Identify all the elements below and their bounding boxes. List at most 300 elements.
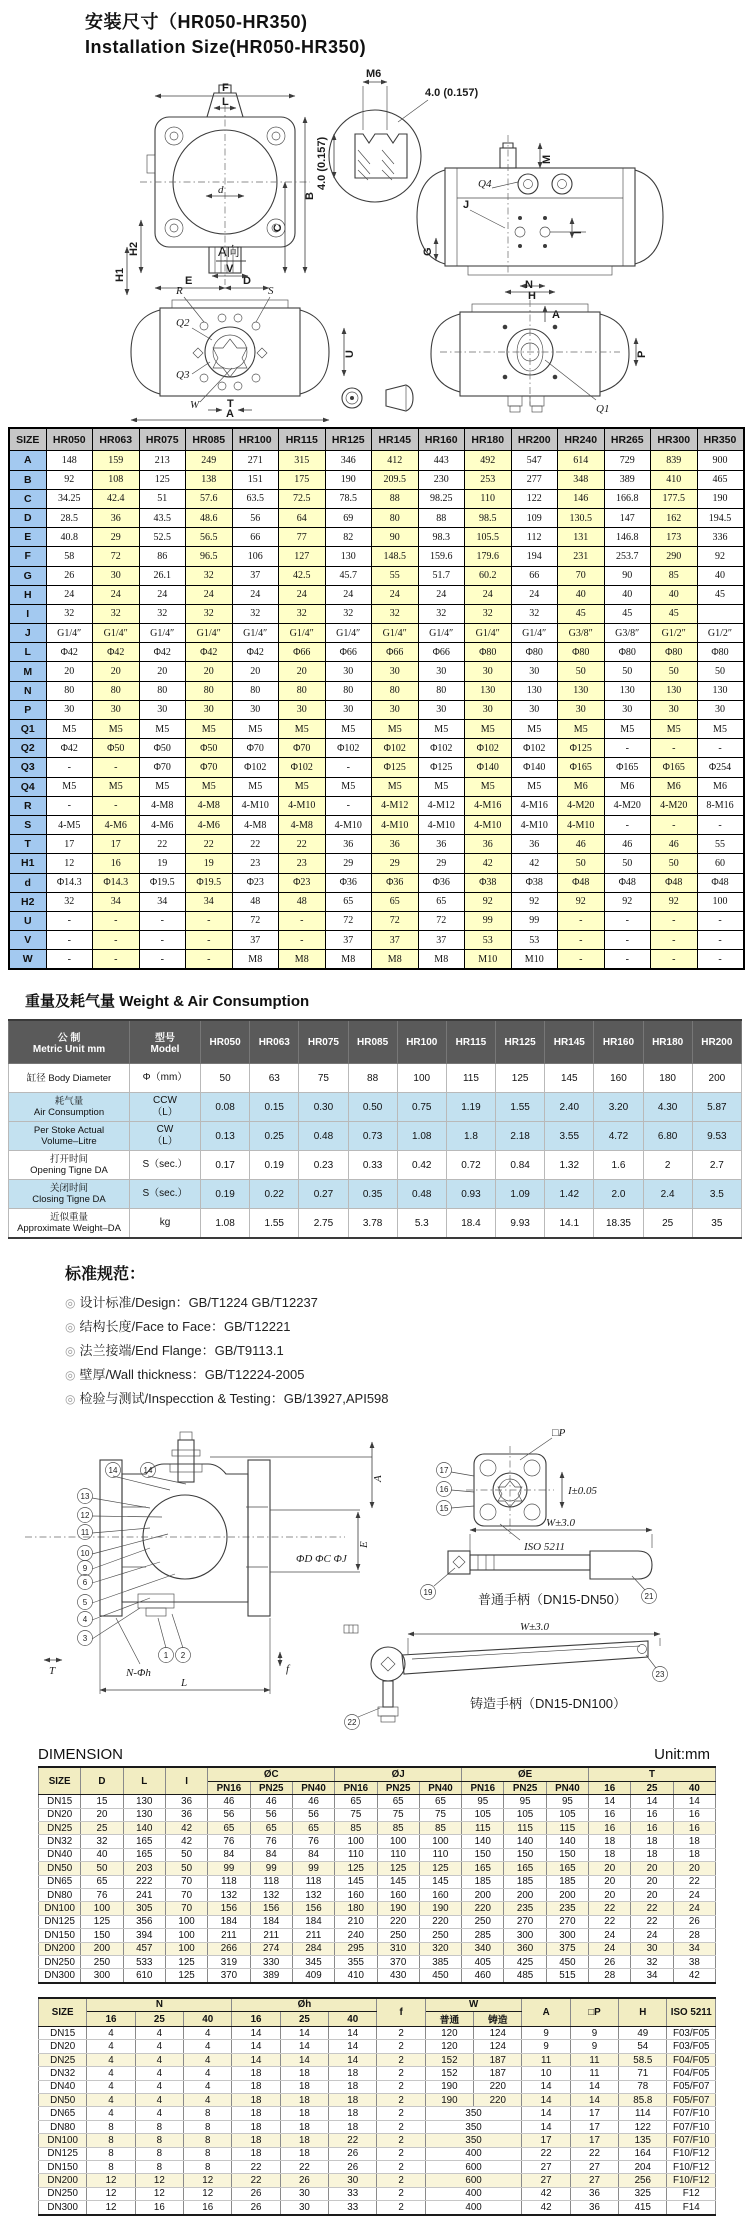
size-value-cell: 24 [465,585,512,604]
dimension-value-cell: 125 [377,1862,419,1875]
size-value-cell: - [46,931,93,950]
dimension-value-cell: 34 [631,1969,673,1983]
size-value-cell: - [697,739,744,758]
callout: 4 [82,1615,88,1625]
mounting-value-cell: 18 [280,2067,328,2080]
size-value-cell: 30 [325,700,372,719]
size-value-cell: 72.5 [279,489,326,508]
dimension-value-cell: 533 [123,1955,165,1968]
size-value-cell: G1/4″ [139,624,186,643]
size-row-label: C [9,489,46,508]
size-value-cell: 30 [93,700,140,719]
size-table-row [9,451,744,470]
weight-row-unit [130,1093,201,1122]
dimension-value-cell: 75 [335,1808,377,1821]
dimension-value-cell: 156 [250,1902,292,1915]
size-value-cell: Φ42 [232,643,279,662]
size-value-cell: 4-M12 [372,796,419,815]
size-value-cell: 80 [46,681,93,700]
size-value-cell: - [279,911,326,930]
mounting-value-cell: 30 [280,2187,328,2200]
weight-row-unit [130,1122,201,1151]
dimension-value-cell: 300 [81,1969,123,1983]
weight-value-cell: 9.93 [496,1209,545,1239]
size-value-cell: M8 [232,950,279,970]
size-value-cell: Φ38 [511,873,558,892]
column-group-header: SIZE [39,1998,87,2027]
mounting-row [39,2040,716,2053]
dimension-value-cell: 65 [292,1822,334,1835]
size-value-cell: 24 [232,585,279,604]
size-value-cell: 253.7 [604,547,651,566]
size-table-row [9,739,744,758]
mounting-value-cell: 8 [87,2160,135,2173]
size-row-label: V [9,931,46,950]
size-value-cell: 26.1 [139,566,186,585]
size-value-cell: - [186,911,233,930]
size-value-cell: 30 [46,700,93,719]
handle-dim-W: W±3.0 [546,1517,575,1530]
size-value-cell: 19 [139,854,186,873]
dimension-value-cell: 184 [292,1915,334,1928]
mounting-value-cell: 8 [184,2134,232,2147]
handle-width-cell: 600 [425,2174,522,2187]
size-row-label: W [9,950,46,970]
size-row-label: B [9,470,46,489]
size-value-cell: Φ42 [139,643,186,662]
dimension-value-cell: 220 [419,1915,461,1928]
size-value-cell: - [651,815,698,834]
header-line: 型号 [155,1033,175,1045]
callout: 14 [108,1466,118,1476]
size-value-cell: 112 [511,528,558,547]
weight-model-column: HR145 [545,1020,594,1064]
handle-width-cell: 350 [425,2107,522,2120]
size-value-cell: 45.7 [325,566,372,585]
dimension-value-cell: 22 [673,1875,715,1888]
weight-value-cell: 18.35 [594,1209,643,1239]
size-value-cell: 42 [465,854,512,873]
size-value-cell: - [651,950,698,970]
mounting-row-label: DN20 [39,2040,87,2053]
weight-model-column: HR063 [250,1020,299,1064]
dimension-value-cell: 65 [335,1795,377,1808]
size-value-cell: 24 [93,585,140,604]
weight-value-cell: 0.93 [446,1180,495,1209]
dimension-value-cell: 38 [673,1955,715,1968]
dimension-value-cell: 132 [250,1888,292,1901]
dimension-value-cell: 16 [673,1822,715,1835]
dimension-value-cell: 20 [589,1862,631,1875]
size-value-cell: 48 [232,892,279,911]
mounting-value-cell: 4 [87,2107,135,2120]
size-value-cell: M5 [46,777,93,796]
size-value-cell: Φ125 [418,758,465,777]
size-value-cell: M10 [465,950,512,970]
mounting-value-cell: 14 [522,2107,570,2120]
size-value-cell: 24 [186,585,233,604]
size-value-cell: 30 [186,700,233,719]
mounting-value-cell: 2 [377,2160,425,2173]
size-value-cell: 20 [279,662,326,681]
size-value-cell: Φ48 [651,873,698,892]
size-value-cell: 4-M20 [651,796,698,815]
size-column-header: HR180 [465,428,512,451]
dimension-value-cell: 184 [208,1915,250,1928]
dimension-value-cell: 25 [81,1822,123,1835]
dim-A: A [226,408,234,421]
dimension-row [39,1875,716,1888]
size-value-cell: 80 [186,681,233,700]
weight-value-cell: 0.42 [397,1151,446,1180]
size-value-cell: 88 [372,489,419,508]
mounting-value-cell: 36 [570,2187,618,2200]
callout: 14 [143,1466,153,1476]
handle-width-cell: 400 [425,2187,522,2200]
size-value-cell: 30 [93,566,140,585]
mounting-value-cell: 14 [280,2053,328,2066]
mounting-value-cell: 17 [570,2107,618,2120]
size-value-cell: 30 [511,700,558,719]
dim-table1-header-row1 [39,1767,716,1781]
size-table-row [9,815,744,834]
column-sub-header: PN40 [546,1781,588,1794]
size-value-cell: Φ102 [465,739,512,758]
dim-C: C [272,224,284,233]
size-value-cell: G1/2″ [697,624,744,643]
mounting-value-cell: 33 [329,2187,377,2200]
size-value-cell: 58 [46,547,93,566]
mounting-value-cell: 18 [329,2067,377,2080]
dimension-row-label: DN15 [39,1795,81,1808]
size-value-cell: - [558,950,605,970]
column-sub-header: 25 [631,1781,673,1794]
dimension-value-cell: 370 [208,1969,250,1983]
standards-item-text: 设计标准/Design：GB/T1224 GB/T12237 [79,1295,318,1311]
dimension-value-cell: 200 [462,1888,504,1901]
size-value-cell: 4-M10 [465,815,512,834]
mounting-row-label: DN200 [39,2174,87,2187]
size-value-cell: 32 [93,604,140,623]
mounting-row [39,2201,716,2215]
size-value-cell: 99 [511,911,558,930]
weight-value-cell: 1.42 [545,1180,594,1209]
size-value-cell: 4-M10 [418,815,465,834]
size-value-cell: 106 [232,547,279,566]
dimension-value-cell: 18 [673,1848,715,1861]
dim-W: W [190,399,200,412]
size-value-cell: Φ42 [186,643,233,662]
size-value-cell: Φ102 [418,739,465,758]
mounting-value-cell: 12 [135,2174,183,2187]
size-value-cell: 52.5 [139,528,186,547]
dimension-value-cell: 140 [546,1835,588,1848]
size-value-cell: 78.5 [325,489,372,508]
size-value-cell: 4-M8 [232,815,279,834]
size-row-label: Q2 [9,739,46,758]
weight-value-cell: 1.55 [250,1209,299,1239]
dimension-row-label: DN150 [39,1929,81,1942]
size-value-cell: M5 [186,777,233,796]
size-value-cell: M5 [418,777,465,796]
size-value-cell: 4-M20 [604,796,651,815]
dimension-value-cell: 355 [335,1955,377,1968]
size-value-cell: 32 [372,604,419,623]
dimension-value-cell: 185 [546,1875,588,1888]
dimension-value-cell: 222 [123,1875,165,1888]
dimension-value-cell: 140 [504,1835,546,1848]
size-value-cell: 130 [511,681,558,700]
weight-value-cell: 0.13 [201,1122,250,1151]
size-value-cell: 80 [93,681,140,700]
mounting-row [39,2134,716,2147]
dimension-value-cell: 310 [377,1942,419,1955]
size-value-cell: 36 [465,835,512,854]
size-value-cell: 92 [46,470,93,489]
size-value-cell: 389 [604,470,651,489]
dimension-value-cell: 100 [335,1835,377,1848]
dimension-row-label: DN250 [39,1955,81,1968]
dimension-value-cell: 150 [546,1848,588,1861]
dimension-value-cell: 100 [165,1915,207,1928]
dimension-table-flange [38,1766,716,1983]
dimension-value-cell: 405 [462,1955,504,1968]
size-value-cell: 4-M10 [558,815,605,834]
size-value-cell: 20 [93,662,140,681]
mounting-value-cell: 8 [135,2147,183,2160]
size-value-cell: - [651,739,698,758]
mounting-value-cell: 4 [184,2067,232,2080]
mounting-row-label: DN32 [39,2067,87,2080]
size-value-cell: 50 [558,662,605,681]
dimension-value-cell: 105 [546,1808,588,1821]
size-value-cell: 4-M6 [93,815,140,834]
mounting-value-cell: 58.5 [619,2053,667,2066]
mounting-value-cell: 16 [135,2201,183,2215]
size-value-cell: 51.7 [418,566,465,585]
mounting-value-cell: 22 [232,2160,280,2173]
a-view-drawing [131,244,356,420]
unit-line: CW [156,1123,174,1135]
dimension-value-cell: 295 [335,1942,377,1955]
weight-value-cell: 2.75 [299,1209,348,1239]
size-value-cell: - [93,931,140,950]
dimension-value-cell: 70 [165,1875,207,1888]
size-value-cell: M6 [697,777,744,796]
size-value-cell: - [93,758,140,777]
size-value-cell: - [697,931,744,950]
dim-M6: M6 [366,68,382,81]
weight-model-column: HR180 [643,1020,692,1064]
size-value-cell: 130 [325,547,372,566]
dimension-value-cell: 485 [504,1969,546,1983]
mounting-value-cell: 14 [329,2040,377,2053]
size-value-cell: - [46,950,93,970]
dimension-row [39,1795,716,1808]
size-table-row [9,681,744,700]
dimension-value-cell: 30 [631,1942,673,1955]
size-value-cell: 98.3 [418,528,465,547]
size-value-cell: 36 [372,835,419,854]
dimension-row-label: DN125 [39,1915,81,1928]
weight-value-cell: 0.23 [299,1151,348,1180]
mounting-value-cell: F14 [667,2201,716,2215]
size-value-cell: 122 [511,489,558,508]
label-line: Air Consumption [33,1107,105,1119]
size-value-cell: 29 [418,854,465,873]
mounting-value-cell: 415 [619,2201,667,2215]
dimension-value-cell: 115 [462,1822,504,1835]
weight-value-cell: 160 [594,1064,643,1093]
size-table-row [9,835,744,854]
size-value-cell: Φ36 [372,873,419,892]
size-value-cell: 56 [232,508,279,527]
size-value-cell: 146.8 [604,528,651,547]
size-value-cell: 175 [279,470,326,489]
mounting-value-cell: 22 [522,2147,570,2160]
size-value-cell: 86 [139,547,186,566]
mounting-value-cell: 18 [280,2107,328,2120]
column-group-header: D [81,1767,123,1794]
weight-value-cell: 0.19 [201,1180,250,1209]
column-group-header: f [377,1998,425,2027]
size-value-cell: 348 [558,470,605,489]
size-value-cell: 127 [279,547,326,566]
size-value-cell: - [46,796,93,815]
dimension-value-cell: 84 [250,1848,292,1861]
weight-row-unit [130,1064,201,1093]
size-value-cell: - [604,950,651,970]
weight-value-cell: 0.35 [348,1180,397,1209]
dimension-value-cell: 185 [504,1875,546,1888]
mounting-value-cell: 22 [329,2134,377,2147]
weight-value-cell: 35 [692,1209,741,1239]
weight-model-column: HR085 [348,1020,397,1064]
handle-width-cell: 350 [425,2134,522,2147]
size-value-cell: 40 [558,585,605,604]
size-value-cell: 80 [372,681,419,700]
dimension-value-cell: 115 [504,1822,546,1835]
mounting-value-cell: 325 [619,2187,667,2200]
mounting-value-cell: 18 [329,2080,377,2093]
size-value-cell: Φ254 [697,758,744,777]
dimension-value-cell: 190 [377,1902,419,1915]
mounting-value-cell: 4 [135,2107,183,2120]
flange-iso-label: ISO 5211 [524,1541,566,1554]
callout: 5 [82,1598,88,1608]
mounting-row [39,2160,716,2173]
bullet-icon: ◎ [65,1320,76,1335]
normal-handle-drawing [421,1517,657,1607]
dimension-value-cell: 250 [462,1915,504,1928]
weight-value-cell: 88 [348,1064,397,1093]
size-value-cell: - [604,911,651,930]
mounting-value-cell: F10/F12 [667,2147,716,2160]
column-sub-header: PN40 [292,1781,334,1794]
size-value-cell: M5 [558,720,605,739]
size-value-cell: M6 [604,777,651,796]
size-value-cell: Φ42 [46,643,93,662]
dimension-value-cell: 319 [208,1955,250,1968]
size-value-cell: Φ70 [232,739,279,758]
dim-A-arrow: A [552,309,560,322]
size-value-cell: G1/4″ [511,624,558,643]
page-title-en: Installation Size(HR050-HR350) [85,37,367,58]
size-value-cell: 130 [651,681,698,700]
mounting-row [39,2094,716,2107]
mounting-value-cell: F03/F05 [667,2040,716,2053]
weight-value-cell: 6.80 [643,1122,692,1151]
dimension-value-cell: 274 [250,1942,292,1955]
size-value-cell: 63.5 [232,489,279,508]
size-value-cell: G1/4″ [186,624,233,643]
size-row-label: H2 [9,892,46,911]
weight-row-label [9,1093,130,1122]
mounting-value-cell: 26 [232,2201,280,2215]
size-value-cell: M5 [232,720,279,739]
dimension-row-label: DN32 [39,1835,81,1848]
size-value-cell: 4-M12 [418,796,465,815]
mounting-value-cell: 27 [570,2174,618,2187]
weight-value-cell: 3.55 [545,1122,594,1151]
size-value-cell: G1/4″ [46,624,93,643]
size-value-cell: Φ102 [372,739,419,758]
dimension-value-cell: 250 [81,1955,123,1968]
mounting-value-cell: 4 [135,2027,183,2040]
size-value-cell: 4-M10 [232,796,279,815]
dimension-value-cell: 99 [208,1862,250,1875]
front-view-drawing [114,82,316,298]
weight-value-cell: 1.08 [201,1209,250,1239]
size-row-label: L [9,643,46,662]
column-sub-header: 25 [135,2012,183,2027]
mounting-value-cell: 12 [184,2174,232,2187]
label-line: 近似重量 [49,1211,88,1223]
weight-value-cell: 125 [496,1064,545,1093]
mounting-value-cell: 26 [232,2187,280,2200]
mounting-value-cell: 18 [280,2080,328,2093]
dimension-value-cell: 118 [250,1875,292,1888]
column-sub-header: PN25 [377,1781,419,1794]
cast-handle-label: 铸造手柄（DN15-DN100） [470,1696,627,1712]
size-column-header: HR050 [46,428,93,451]
size-value-cell: Φ102 [511,739,558,758]
mounting-value-cell: F12 [667,2187,716,2200]
column-group-header: A [522,1998,570,2027]
mounting-value-cell: 14 [522,2094,570,2107]
header-line: 公 制 [57,1033,81,1045]
size-value-cell: Φ102 [232,758,279,777]
mounting-value-cell: 17 [570,2134,618,2147]
dimension-value-cell: 150 [462,1848,504,1861]
column-sub-header: PN40 [419,1781,461,1794]
mounting-value-cell: 2 [377,2027,425,2040]
mounting-value-cell: 9 [522,2040,570,2053]
size-value-cell: 20 [139,662,186,681]
size-value-cell: M5 [139,777,186,796]
callout: 15 [439,1504,449,1514]
dimension-row-label: DN40 [39,1848,81,1861]
bullet-icon: ◎ [65,1368,76,1383]
callout: 12 [80,1511,90,1521]
mounting-value-cell: 2 [377,2134,425,2147]
size-value-cell: 4-M16 [465,796,512,815]
dimension-value-cell: 140 [123,1822,165,1835]
valve-dim-A: A [372,1475,384,1483]
dimension-value-cell: 75 [419,1808,461,1821]
size-value-cell: 32 [186,604,233,623]
size-column-header: HR075 [139,428,186,451]
